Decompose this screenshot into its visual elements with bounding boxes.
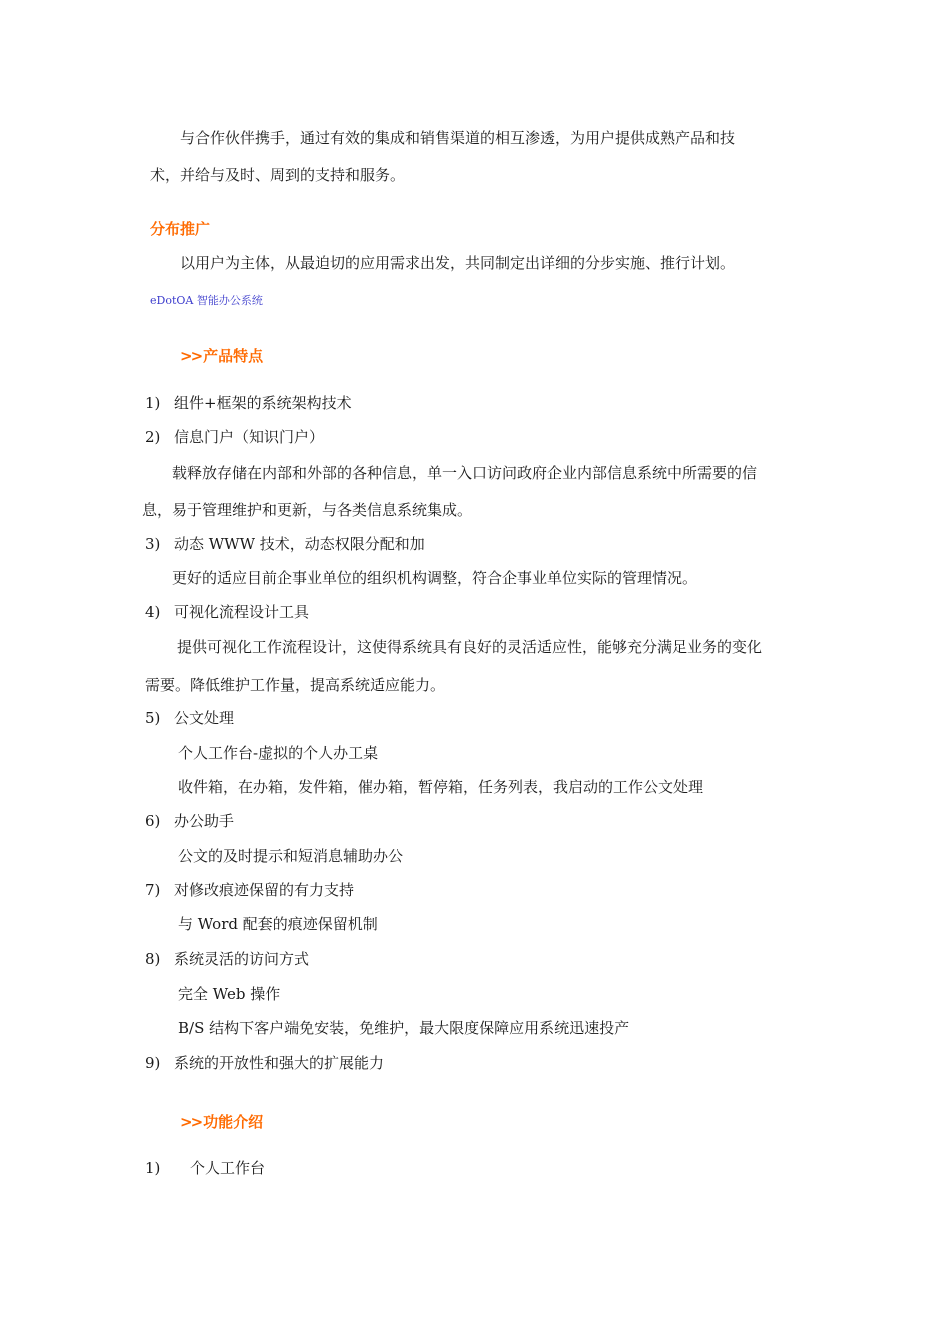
feature-detail-line: 公文的及时提示和短消息辅助办公	[178, 847, 404, 865]
distribution-paragraph: 以用户为主体，从最迫切的应用需求出发，共同制定出详细的分步实施、推行计划。	[180, 254, 736, 272]
feature-detail-line: B/S 结构下客户端免安装，免维护，最大限度保障应用系统迅速投产	[178, 1019, 630, 1037]
feature-detail-line: 载释放存储在内部和外部的各种信息，单一入口访问政府企业内部信息系统中所需要的信	[172, 464, 758, 482]
functions-heading-text: 功能介绍	[203, 1113, 264, 1131]
feature-item-number: 1)	[145, 394, 161, 412]
function-item-number: 1)	[145, 1159, 161, 1177]
feature-item-number: 2)	[145, 428, 161, 446]
features-heading	[180, 346, 263, 366]
functions-heading	[180, 1112, 263, 1132]
feature-item-number: 7)	[145, 881, 161, 899]
product-link[interactable]: eDotOA 智能办公系统	[150, 294, 263, 307]
feature-item-title: 系统的开放性和强大的扩展能力	[174, 1054, 385, 1072]
feature-item-title: 对修改痕迹保留的有力支持	[174, 881, 355, 899]
feature-detail-line: 与 Word 配套的痕迹保留机制	[178, 915, 378, 933]
feature-item-title: 系统灵活的访问方式	[174, 950, 310, 968]
feature-item-title: 动态 WWW 技术，动态权限分配和加	[174, 535, 425, 553]
intro-paragraph-line-2: 术，并给与及时、周到的支持和服务。	[150, 166, 406, 184]
feature-item-number: 9)	[145, 1054, 161, 1072]
features-heading-text: 产品特点	[203, 347, 264, 365]
feature-detail-line: 息，易于管理维护和更新，与各类信息系统集成。	[142, 501, 473, 519]
feature-detail-line: 提供可视化工作流程设计，这使得系统具有良好的灵活适应性，能够充分满足业务的变化	[177, 638, 763, 656]
feature-item-number: 6)	[145, 812, 161, 830]
feature-detail-line: 完全 Web 操作	[178, 985, 281, 1003]
feature-detail-line: 个人工作台-虚拟的个人办工桌	[178, 744, 379, 762]
feature-item-title: 办公助手	[174, 812, 235, 830]
feature-item-number: 4)	[145, 603, 161, 621]
intro-paragraph-line-1: 与合作伙伴携手，通过有效的集成和销售渠道的相互渗透，为用户提供成熟产品和技	[180, 129, 736, 147]
feature-detail-line: 更好的适应目前企事业单位的组织机构调整，符合企事业单位实际的管理情况。	[172, 569, 698, 587]
feature-detail-line: 需要。降低维护工作量，提高系统适应能力。	[145, 676, 446, 694]
feature-item-number: 5)	[145, 709, 161, 727]
chevron-double-right-icon: >>	[180, 347, 202, 365]
feature-detail-line: 收件箱，在办箱，发件箱，催办箱，暂停箱，任务列表，我启动的工作公文处理	[178, 778, 704, 796]
chevron-double-right-icon: >>	[180, 1113, 202, 1131]
feature-item-number: 8)	[145, 950, 161, 968]
feature-item-title: 公文处理	[174, 709, 235, 727]
function-item-title: 个人工作台	[190, 1159, 266, 1177]
distribution-heading: 分布推广	[150, 220, 211, 238]
feature-item-number: 3)	[145, 535, 161, 553]
feature-item-title: 可视化流程设计工具	[174, 603, 310, 621]
feature-item-title: 信息门户（知识门户）	[174, 428, 325, 446]
feature-item-title: 组件+框架的系统架构技术	[174, 394, 352, 412]
